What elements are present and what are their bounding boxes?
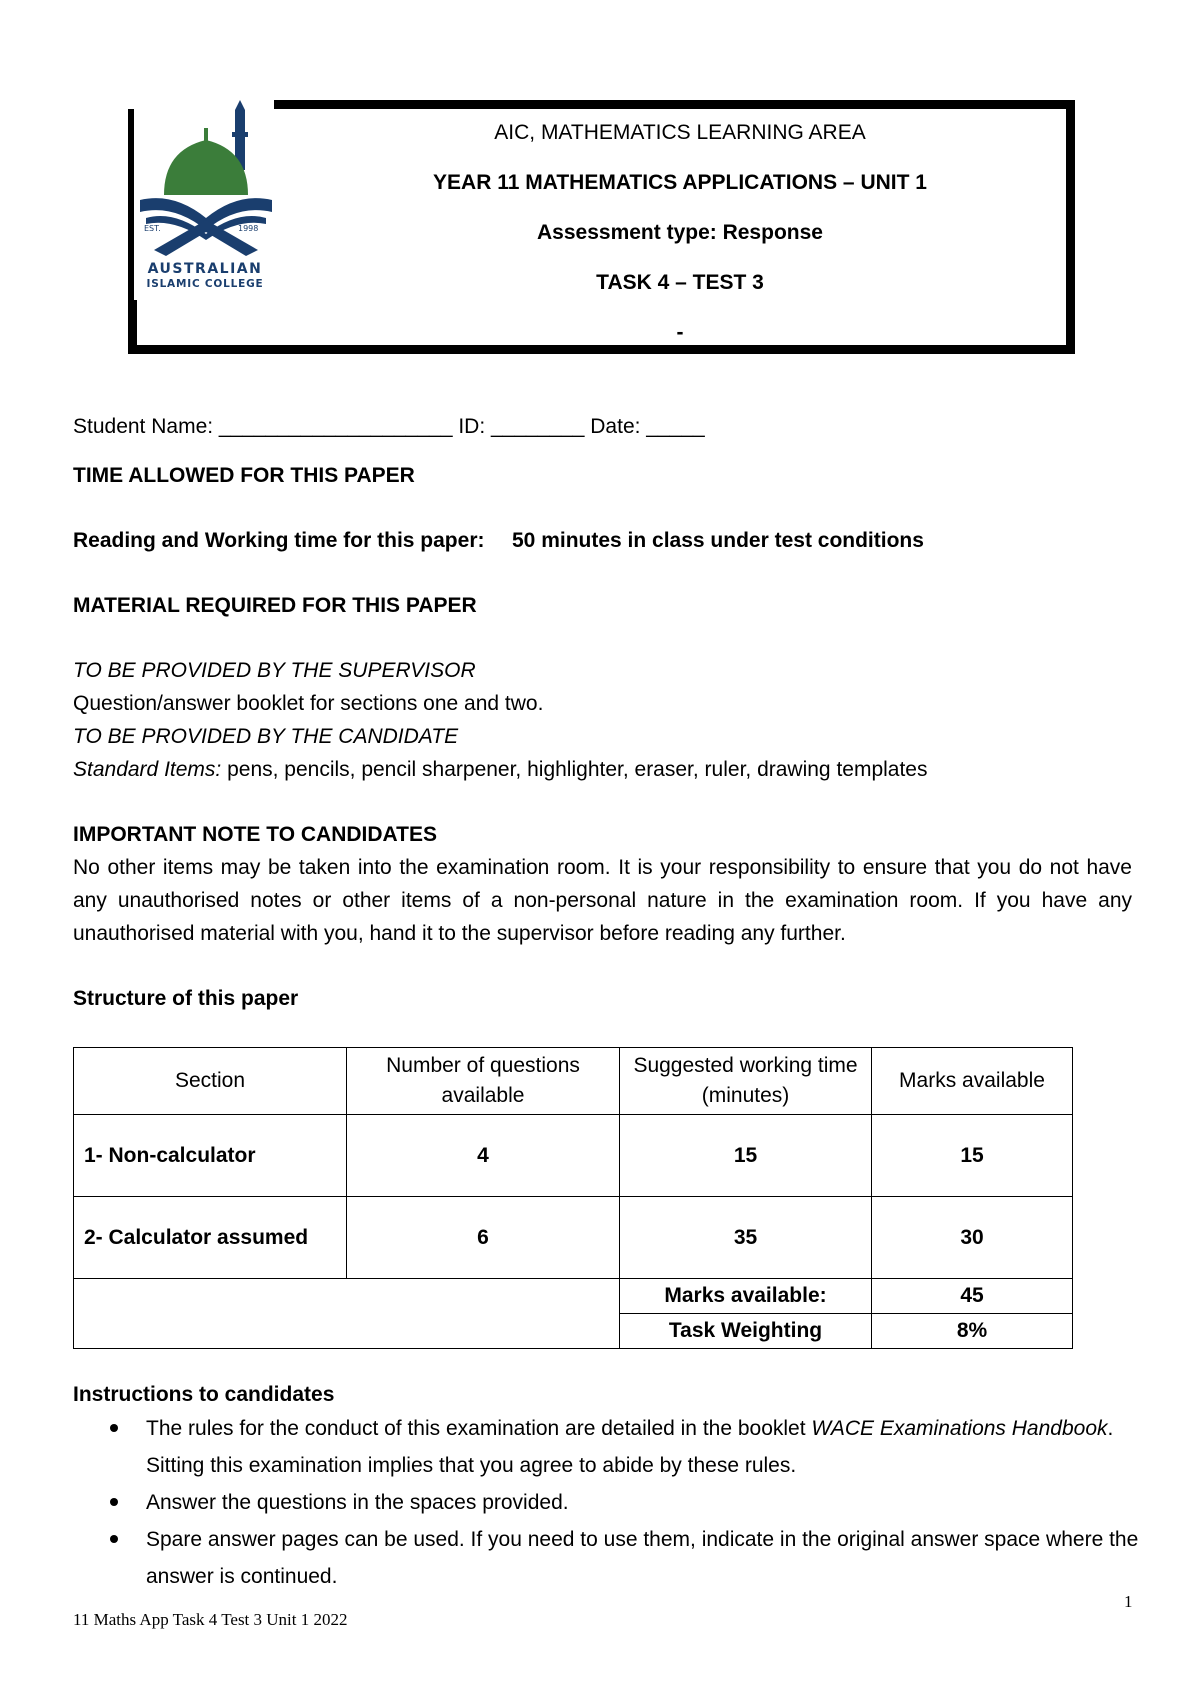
time-allowed-heading: TIME ALLOWED FOR THIS PAPER [73,464,415,487]
table-cell: 15 [872,1115,1073,1197]
summary-label: Task Weighting [620,1314,872,1349]
table-cell: 6 [347,1197,620,1279]
summary-label: Marks available: [620,1279,872,1314]
bullet-icon [110,1498,118,1506]
logo-college-name [140,262,270,292]
supervisor-heading: TO BE PROVIDED BY THE SUPERVISOR [73,659,476,682]
table-cell-section: 1- Non-calculator [74,1115,347,1197]
table-row [74,1197,1073,1279]
header-course-title: YEAR 11 MATHEMATICS APPLICATIONS – UNIT 1 [433,171,927,194]
table-header-cell: Marks available [872,1048,1073,1115]
important-note-text: No other items may be taken into the examination room. It is your responsibility to ensure that you do not have any unauthorised notes or other items of a non-personal nature in the examination room. If you have any unauthorised material with you, hand it to the supervisor before reading any further. [73,856,1132,945]
summary-value: 45 [872,1279,1073,1314]
standard-items-value: pens, pencils, pencil sharpener, highlighter, eraser, ruler, drawing templates [221,758,928,781]
logo-name-line2: ISLAMIC COLLEGE [146,278,264,290]
table-header-cell: Section [74,1048,347,1115]
table-blank-cell [74,1279,620,1349]
standard-items-label: Standard Items: [73,758,222,781]
table-cell: 30 [872,1197,1073,1279]
header-assessment-type: Assessment type: Response [537,221,823,244]
instruction-text: . Sitting this examination implies that you agree to abide by these rules. [146,1417,1114,1477]
instructions-heading: Instructions to candidates [73,1383,335,1406]
logo-emblem-icon [134,100,274,265]
header-dash: - [676,321,684,344]
list-item [73,1521,1143,1595]
table-header-cell: Number of questions available [347,1048,620,1115]
header-title-block [390,108,970,358]
candidate-heading: TO BE PROVIDED BY THE CANDIDATE [73,725,459,748]
table-cell: 4 [347,1115,620,1197]
table-cell: 35 [620,1197,872,1279]
table-summary-row [74,1279,1073,1314]
table-header-row [74,1048,1073,1115]
bullet-icon [110,1424,118,1432]
structure-heading: Structure of this paper [73,987,299,1010]
page-footer: 11 Maths App Task 4 Test 3 Unit 1 2022 [73,1610,348,1629]
summary-value: 8% [872,1314,1073,1349]
reading-time-value: 50 minutes in class under test conditions [512,529,924,552]
header-task-title: TASK 4 – TEST 3 [596,271,764,294]
student-details-line: Student Name: ____________________ ID: ________ Date: _____ [73,415,705,438]
instructions-list [73,1410,1143,1595]
reading-time-label: Reading and Working time for this paper: [73,529,485,552]
table-cell: 15 [620,1115,872,1197]
table-cell-section: 2- Calculator assumed [74,1197,347,1279]
logo-est-label: EST. [144,224,161,233]
material-required-heading: MATERIAL REQUIRED FOR THIS PAPER [73,594,477,617]
instruction-text: The rules for the conduct of this examination are detailed in the booklet [146,1417,812,1440]
logo-name-line1: AUSTRALIAN [147,261,263,277]
table-row [74,1115,1073,1197]
table-header-cell: Suggested working time (minutes) [620,1048,872,1115]
instruction-text: Spare answer pages can be used. If you need to use them, indicate in the original answer space where the answer is continued. [146,1528,1139,1588]
structure-table [73,1047,1073,1349]
college-logo [134,100,274,300]
important-note-heading: IMPORTANT NOTE TO CANDIDATES [73,823,437,846]
bullet-icon [110,1535,118,1543]
supervisor-item: Question/answer booklet for sections one and two. [73,692,544,715]
instruction-text: Answer the questions in the spaces provided. [146,1491,569,1514]
logo-year: 1998 [238,224,259,233]
handbook-title: WACE Examinations Handbook [811,1417,1108,1440]
page-number: 1 [1124,1592,1133,1611]
header-learning-area: AIC, MATHEMATICS LEARNING AREA [494,121,866,144]
list-item [73,1484,1143,1521]
list-item [73,1410,1143,1484]
standard-items-line [73,753,928,786]
